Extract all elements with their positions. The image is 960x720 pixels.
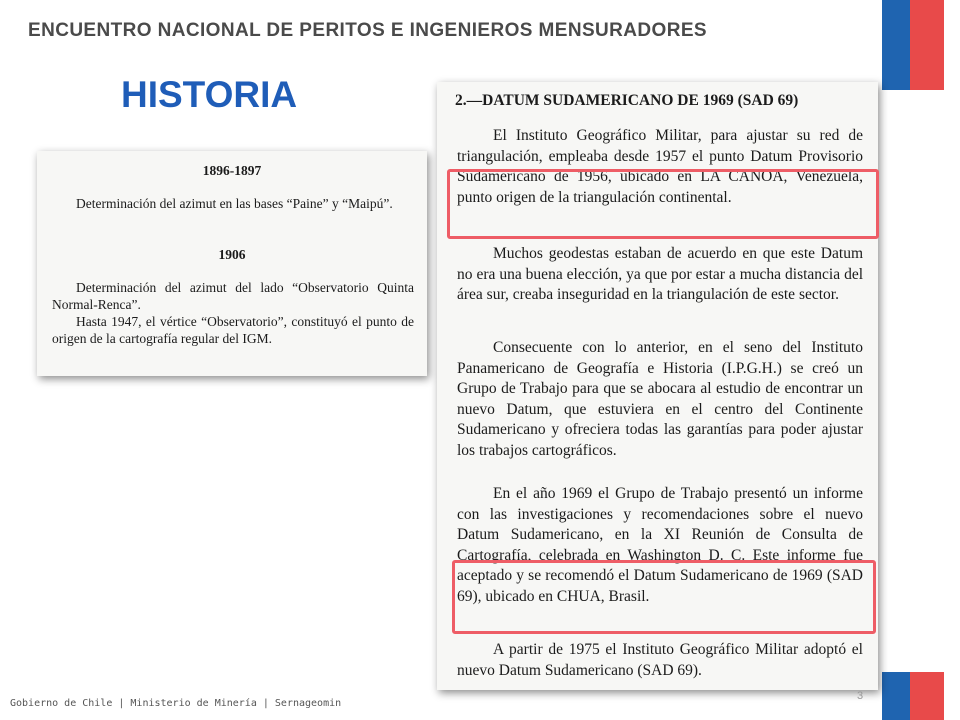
page-number: 3	[857, 690, 864, 702]
scan-heading: 2.—DATUM SUDAMERICANO DE 1969 (SAD 69)	[455, 92, 799, 109]
scan-paragraph: Determinación del azimut en las bases “Paine” y “Maipú”.	[76, 196, 393, 211]
header-title: ENCUENTRO NACIONAL DE PERITOS E INGENIEROS MENSURADORES	[28, 20, 707, 41]
scan-paragraph: En el año 1969 el Grupo de Trabajo presentó un informe con las investigaciones y recomendaciones sobre el nuevo Datum Sudamericano, en la XI Reunión de Consulta de Cartografía, celebrada en Washington D. C. Este informe fue aceptado y se recomendó el Datum Sudamericano de 1969 (SAD 69), ubicado en CHUA, Brasil.	[457, 485, 863, 605]
left-document-scan	[37, 151, 427, 376]
scan-paragraph: Determinación del azimut del lado “Observatorio Quinta Normal-Renca”.	[52, 280, 414, 312]
highlight-box-sad69	[452, 560, 876, 634]
scan-paragraph: Consecuente con lo anterior, en el seno del Instituto Panamericano de Geografía e Historia (I.P.G.H.) se creó un Grupo de Trabajo para que se abocara al estudio de encontrar un nuevo Datum, que estuviera en el centro del Continente Sudamericano y ofreciera todas las garantías para poder ajustar los trabajos cartográficos.	[457, 339, 863, 459]
scan-paragraph: El Instituto Geográfico Militar, para ajustar su red de triangulación, empleaba desde 1957 el punto Datum Provisorio Sudamericano de 1956, ubicado en LA CANOA, Venezuela, punto origen de la triangulación continental.	[457, 127, 863, 206]
slide-title: HISTORIA	[121, 74, 298, 115]
scan-paragraph: Muchos geodestas estaban de acuerdo en que este Datum no era una buena elección, ya que por estar a mucha distancia del área sur, creaba inseguridad en la triangulación de este sector.	[457, 245, 863, 303]
scan-paragraph: Hasta 1947, el vértice “Observatorio”, constituyó el punto de origen de la cartografía regular del IGM.	[52, 314, 414, 346]
chile-flag-stripe-top	[882, 0, 944, 90]
year-heading: 1896-1897	[202, 163, 262, 178]
year-heading: 1906	[218, 247, 246, 262]
highlight-box-la-canoa	[447, 169, 879, 239]
chile-flag-stripe-bottom	[882, 672, 944, 720]
footer-text: Gobierno de Chile | Ministerio de Minería | Sernageomin	[10, 698, 342, 709]
scan-paragraph: A partir de 1975 el Instituto Geográfico Militar adoptó el nuevo Datum Sudamericano (SAD 69).	[457, 641, 863, 679]
